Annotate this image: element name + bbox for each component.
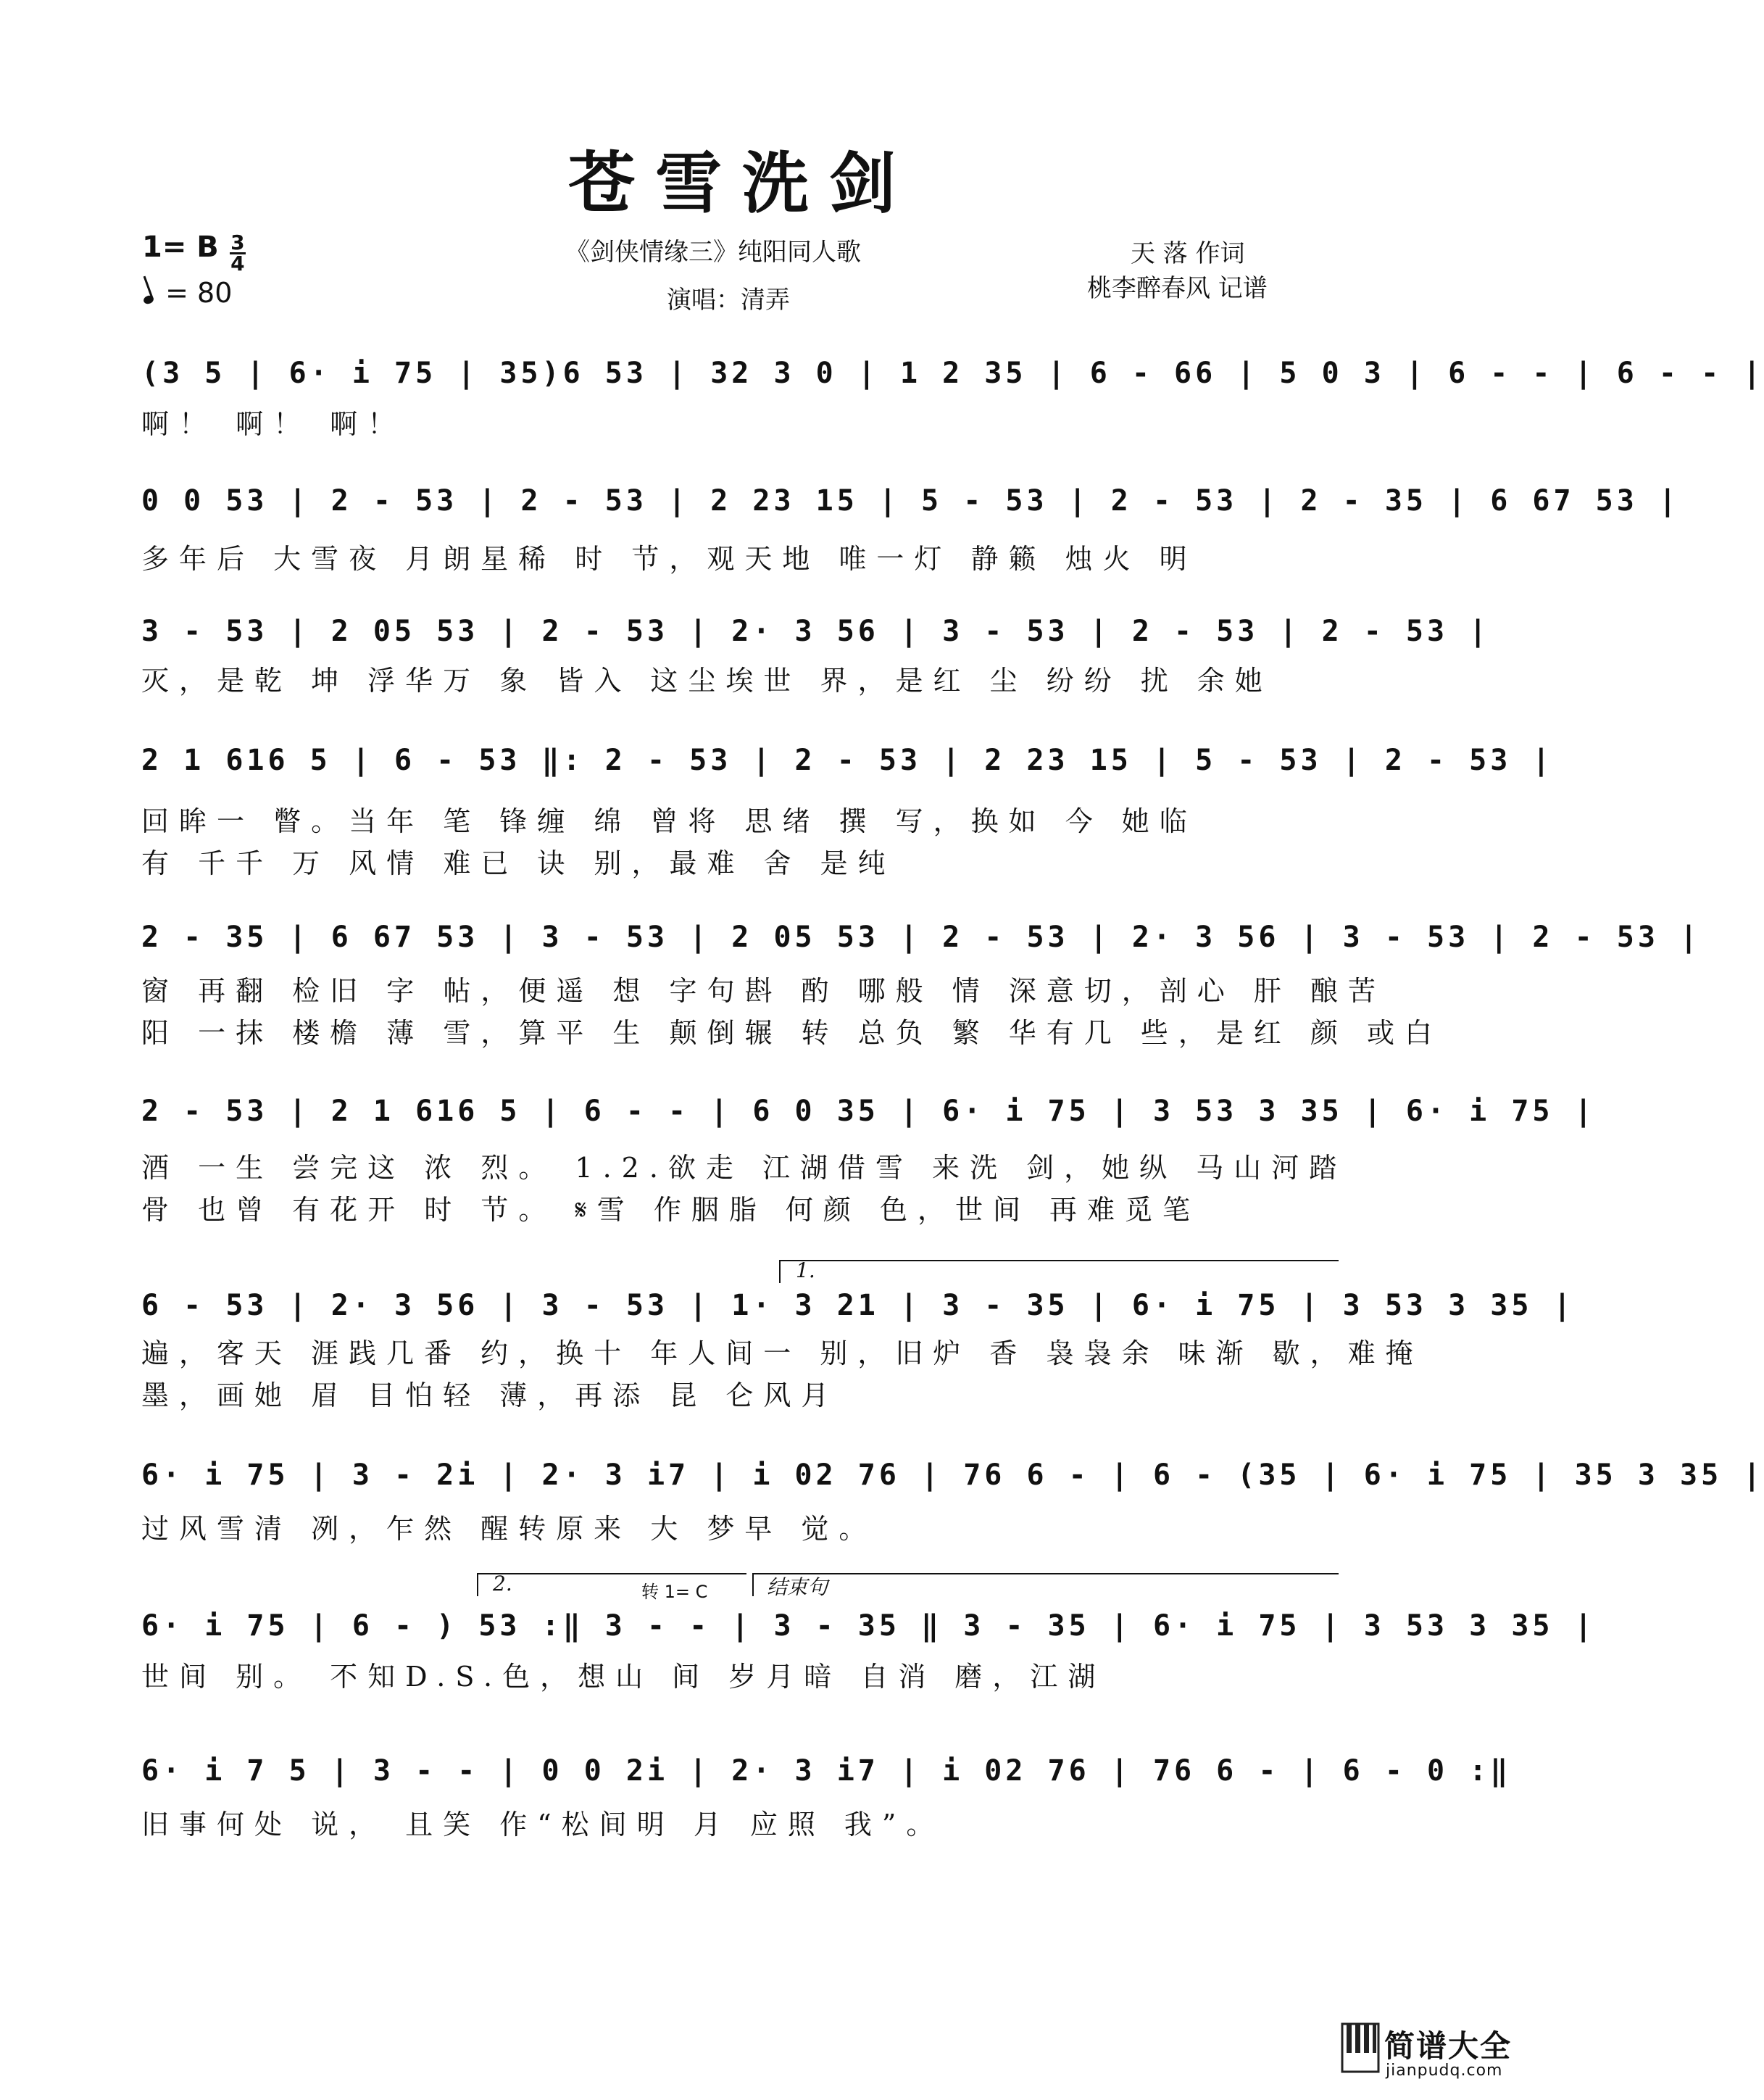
- lyric-line-1a: 啊！ 啊！ 啊！: [141, 408, 406, 440]
- quarter-note-icon: [143, 294, 155, 305]
- first-ending-label: 1.: [796, 1258, 815, 1282]
- transcriber: 桃李醉春风 记谱: [1087, 274, 1268, 303]
- key-signature: [142, 231, 246, 273]
- lyric-line-5a: 窗 再翻 检旧 字 帖，便遥 想 字句斟 酌 哪般 情 深意切，剖心 肝 酿苦: [141, 975, 1386, 1007]
- ending-phrase-bracket: [752, 1573, 1339, 1596]
- tempo-value: = 80: [165, 277, 233, 309]
- modulation-label: 转 1= C: [641, 1582, 708, 1602]
- key-label: 1= B: [142, 231, 219, 264]
- lyric-line-6b: 骨 也曾 有花开 时 节。 𝄋雪 作胭脂 何颜 色，世间 再难觅笔: [141, 1194, 1201, 1226]
- lyricist: 天 落 作词: [1131, 239, 1245, 268]
- lyric-line-4b: 有 千千 万 风情 难已 诀 别，最难 舍 是纯: [141, 847, 896, 879]
- piano-logo-icon: [1341, 2022, 1380, 2073]
- lyric-line-2a: 多年后 大雪夜 月朗星稀 时 节，观天地 唯一灯 静籁 烛火 明: [141, 543, 1197, 575]
- score-line-9: 6· i 75 | 6 - ) 53 :‖ 3 - - | 3 - 35 ‖ 3 - 35 | 6· i 75 | 3 53 3 35 |: [141, 1609, 1596, 1643]
- score-line-10: 6· i 7 5 | 3 - - | 0 0 2i | 2· 3 i7 | i 02 76 | 76 6 - | 6 - 0 :‖: [141, 1754, 1512, 1788]
- tempo-marking: [143, 277, 232, 309]
- score-line-2: 0 0 53 | 2 - 53 | 2 - 53 | 2 23 15 | 5 - 53 | 2 - 53 | 2 - 35 | 6 67 53 |: [141, 484, 1680, 518]
- lyric-line-9a: 世间 别。 不知D.S.色，想山 间 岁月暗 自消 磨，江湖: [141, 1661, 1106, 1693]
- score-line-4: 2 1 616 5 | 6 - 53 ‖: 2 - 53 | 2 - 53 | 2 23 15 | 5 - 53 | 2 - 53 |: [141, 744, 1554, 777]
- time-bottom: 4: [230, 252, 245, 275]
- lyric-line-6a: 酒 一生 尝完这 浓 烈。 1.2.欲走 江湖借雪 来洗 剑，她纵 马山河踏: [141, 1152, 1347, 1184]
- lyric-line-5b: 阳 一抹 楼檐 薄 雪，算平 生 颠倒辗 转 总负 繁 华有几 些，是红 颜 或白: [141, 1017, 1443, 1049]
- lyric-line-3a: 灭，是乾 坤 浮华万 象 皆入 这尘埃世 界，是红 尘 纷纷 扰 余她: [141, 665, 1273, 697]
- watermark-brand: 简谱大全: [1384, 2028, 1513, 2064]
- score-line-7: 6 - 53 | 2· 3 56 | 3 - 53 | 1· 3 21 | 3 - 35 | 6· i 75 | 3 53 3 35 |: [141, 1289, 1575, 1322]
- lyric-line-7a: 遍，客天 涯践几番 约，换十 年人间一 别，旧炉 香 袅袅余 味渐 歇，难掩: [141, 1337, 1423, 1369]
- score-line-5: 2 - 35 | 6 67 53 | 3 - 53 | 2 05 53 | 2 - 53 | 2· 3 56 | 3 - 53 | 2 - 53 |: [141, 921, 1702, 954]
- first-ending-bracket: [779, 1260, 1339, 1283]
- subtitle: 《剑侠情缘三》纯阳同人歌: [565, 238, 861, 267]
- time-top: 3: [230, 231, 245, 254]
- page-title: 苍雪洗剑: [567, 144, 916, 223]
- lyric-line-4a: 回眸一 瞥。当年 笔 锋缠 绵 曾将 思绪 撰 写，换如 今 她临: [141, 805, 1197, 837]
- score-line-1: (3 5 | 6· i 75 | 35)6 53 | 32 3 0 | 1 2 35 | 6 - 66 | 5 0 3 | 6 - - | 6 - - |: [141, 357, 1764, 390]
- second-ending-label: 2.: [493, 1572, 512, 1595]
- score-line-3: 3 - 53 | 2 05 53 | 2 - 53 | 2· 3 56 | 3 - 53 | 2 - 53 | 2 - 53 |: [141, 615, 1491, 648]
- score-line-8: 6· i 75 | 3 - 2i | 2· 3 i7 | i 02 76 | 76 6 - | 6 - (35 | 6· i 75 | 35 3 35 |: [141, 1458, 1764, 1492]
- performer: 演唱：清弄: [667, 286, 790, 315]
- lyric-line-7b: 墨，画她 眉 目怕轻 薄，再添 昆 仑风月: [141, 1379, 839, 1411]
- watermark-url: jianpudq.com: [1386, 2062, 1503, 2080]
- time-signature: [230, 233, 246, 273]
- lyric-line-8a: 过风雪清 冽，乍然 醒转原来 大 梦早 觉。: [141, 1513, 877, 1545]
- score-line-6: 2 - 53 | 2 1 616 5 | 6 - - | 6 0 35 | 6· i 75 | 3 53 3 35 | 6· i 75 |: [141, 1095, 1596, 1128]
- ending-phrase-label: 结束句: [767, 1575, 828, 1599]
- lyric-line-10a: 旧事何处 说， 且笑 作“松间明 月 应照 我”。: [141, 1809, 944, 1840]
